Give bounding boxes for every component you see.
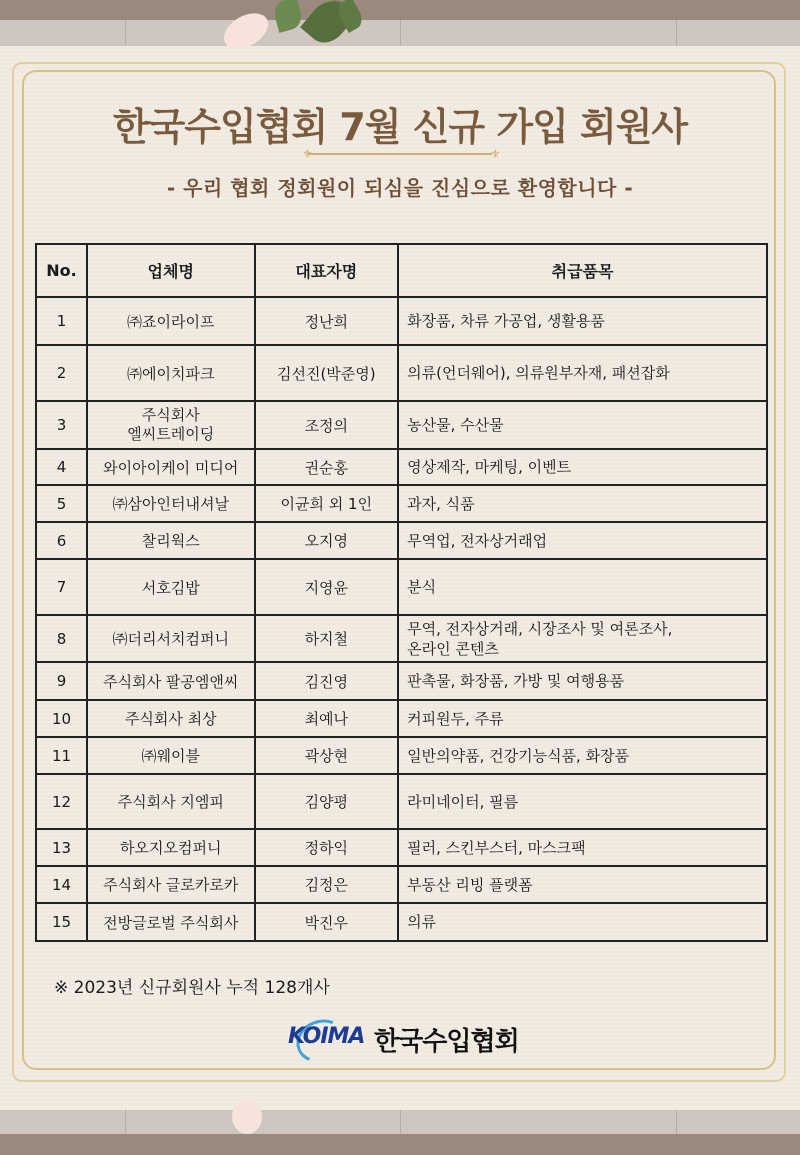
cell-company-line: 엘씨트레이딩 [127,425,215,443]
page-title: 한국수입협회 7월 신규 가입 회원사 [112,105,688,149]
wood-plank-seam [400,20,401,46]
column-header-no: No. [36,244,87,297]
cell-rep: 김진영 [255,662,399,700]
cell-company [87,401,255,449]
table-row [36,866,767,903]
cell-rep: 지영윤 [255,559,399,615]
cell-no: 13 [36,829,87,866]
cell-rep: 김양평 [255,774,399,829]
cell-items: 화장품, 차류 가공업, 생활용품 [398,297,767,345]
cell-items: 의류 [398,903,767,941]
cell-no: 12 [36,774,87,829]
cell-items-line: 무역, 전자상거래, 시장조사 및 여론조사, [407,619,673,638]
table-row [36,700,767,737]
organization-name: 한국수입협회 [374,1026,519,1057]
table-row [36,774,767,829]
cell-company: ㈜웨이블 [87,737,255,774]
cell-no: 11 [36,737,87,774]
wood-background-bottom [0,1110,800,1155]
wood-background-top [0,0,800,46]
cell-company: ㈜더리서치컴퍼니 [87,615,255,662]
fleur-icon: ⚜ [490,147,501,161]
cell-no: 4 [36,449,87,485]
koima-logo [288,1018,519,1060]
column-header-company: 업체명 [87,244,255,297]
table-row [36,485,767,522]
table-row [36,829,767,866]
cell-rep: 김선진(박준영) [255,345,399,401]
cell-items [398,615,767,662]
cell-company: 찰리웍스 [87,522,255,559]
cell-company-line: 주식회사 [141,406,200,424]
table-row [36,737,767,774]
cell-no: 9 [36,662,87,700]
table-row [36,297,767,345]
cell-rep: 정난희 [255,297,399,345]
cell-items: 커피원두, 주류 [398,700,767,737]
table-row [36,615,767,662]
cell-company: 와이아이케이 미디어 [87,449,255,485]
table-row [36,449,767,485]
ornament-divider [302,147,501,161]
cell-rep: 최예나 [255,700,399,737]
cell-no: 10 [36,700,87,737]
cell-rep: 조정의 [255,401,399,449]
cell-no: 14 [36,866,87,903]
cell-rep: 오지영 [255,522,399,559]
column-header-rep: 대표자명 [255,244,399,297]
cell-company: 주식회사 글로카로카 [87,866,255,903]
petal-icon [232,1100,262,1134]
cell-company: 주식회사 지엠피 [87,774,255,829]
cell-no: 7 [36,559,87,615]
cell-rep: 권순홍 [255,449,399,485]
cell-items: 의류(언더웨어), 의류원부자재, 패션잡화 [398,345,767,401]
wood-plank-seam [400,1110,401,1134]
cell-company: 주식회사 최상 [87,700,255,737]
cell-items: 부동산 리빙 플랫폼 [398,866,767,903]
cell-items: 필러, 스킨부스터, 마스크팩 [398,829,767,866]
cell-rep: 정하익 [255,829,399,866]
page-subtitle: - 우리 협회 정회원이 되심을 진심으로 환영합니다 - [166,176,634,200]
table-header-row [36,244,767,297]
table-row [36,559,767,615]
cell-no: 3 [36,401,87,449]
cell-company: 주식회사 팔공엠앤씨 [87,662,255,700]
cell-company: 전방글로벌 주식회사 [87,903,255,941]
cell-rep: 박진우 [255,903,399,941]
wood-plank-seam [125,20,126,46]
table-row [36,662,767,700]
cell-company: ㈜삼아인터내셔날 [87,485,255,522]
fleur-icon: ⚜ [302,147,313,161]
wood-plank-seam [676,1110,677,1134]
cell-items: 무역업, 전자상거래업 [398,522,767,559]
koima-logo-mark [288,1018,368,1060]
cell-items: 영상제작, 마케팅, 이벤트 [398,449,767,485]
wood-plank-seam [676,20,677,46]
cell-no: 8 [36,615,87,662]
cell-items: 농산물, 수산물 [398,401,767,449]
cell-items: 일반의약품, 건강기능식품, 화장품 [398,737,767,774]
cell-items-line: 온라인 콘텐츠 [407,639,499,658]
cell-items: 라미네이터, 필름 [398,774,767,829]
cell-company: ㈜에이치파크 [87,345,255,401]
cumulative-members-note: ※ 2023년 신규회원사 누적 128개사 [54,978,330,998]
wood-plank-seam [125,1110,126,1134]
cell-no: 5 [36,485,87,522]
cell-rep: 김정은 [255,866,399,903]
cell-items: 과자, 식품 [398,485,767,522]
cell-items: 분식 [398,559,767,615]
cell-items: 판촉물, 화장품, 가방 및 여행용품 [398,662,767,700]
cell-rep: 곽상현 [255,737,399,774]
cell-rep: 하지철 [255,615,399,662]
cell-no: 15 [36,903,87,941]
cell-company: 서호김밥 [87,559,255,615]
cell-no: 2 [36,345,87,401]
cell-company: ㈜죠이라이프 [87,297,255,345]
cell-company: 하오지오컴퍼니 [87,829,255,866]
table-row [36,401,767,449]
members-table [35,243,768,942]
table-row [36,903,767,941]
cell-no: 6 [36,522,87,559]
table-row [36,522,767,559]
cell-rep: 이균희 외 1인 [255,485,399,522]
cell-no: 1 [36,297,87,345]
logo-mark-text: KOIMA [288,1024,365,1049]
table-row [36,345,767,401]
column-header-items: 취급품목 [398,244,767,297]
